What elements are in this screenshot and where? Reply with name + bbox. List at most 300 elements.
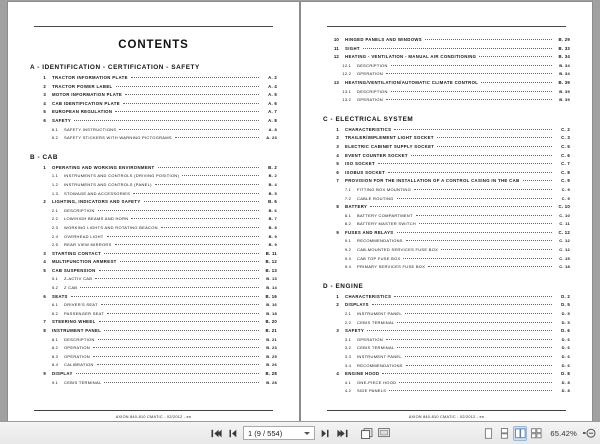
toc-entry-number: 8.2 [51, 345, 58, 351]
toc-leader-dots [115, 244, 259, 245]
toc-entry-label: BATTERY [345, 204, 368, 210]
page-number-value: 1 (9 / 554) [248, 428, 283, 438]
toc-leader-dots [394, 129, 552, 130]
toc-entry-page: B. 6 [268, 207, 277, 213]
toc-leader-dots [386, 339, 552, 340]
toc-leader-dots [93, 347, 259, 348]
toc-leader-dots [378, 163, 552, 164]
toc-entry-label: BATTERY COMPARTMENT [357, 212, 413, 218]
toc-entry-label: OPERATING AND WORKING ENVIRONMENT [52, 164, 155, 170]
toc-leader-dots [386, 99, 552, 100]
toc-entry-page: C. 9 [561, 186, 570, 192]
toc-entry-page: A. 5 [268, 92, 277, 98]
two-page-view-icon[interactable] [513, 426, 527, 441]
toc-entry[interactable] [30, 381, 277, 390]
toc-leader-dots [175, 137, 259, 138]
toc-entry-number: 2 [336, 302, 339, 308]
toc-entry-number: 12.1 [342, 62, 351, 68]
toc-section-heading: C - ELECTRICAL SYSTEM [323, 115, 414, 123]
toc-entry-number: 2.1 [344, 311, 351, 317]
toc-entry[interactable] [30, 136, 277, 145]
toc-entry-label: ONE-PIECE HOOD [357, 379, 397, 385]
toc-entry-label: SAFETY STICKERS WITH WARNING PICTOGRAMS [64, 135, 172, 141]
toc-entry-number: 13.2 [342, 97, 351, 103]
toc-entry-page: B. 18 [266, 310, 277, 316]
toc-entry-number: 9.2 [344, 247, 351, 253]
toc-entry-page: C. 3 [561, 135, 570, 141]
document-page-right[interactable] [301, 2, 592, 421]
toc-entry-page: B. 16 [266, 302, 277, 308]
toc-leader-dots [388, 172, 552, 173]
toc-entry-label: CEBIS TERMINAL [64, 379, 102, 385]
toc-entry-number: 12.2 [342, 71, 351, 77]
toc-entry-page: C. 10 [559, 212, 570, 218]
toc-left [30, 64, 277, 389]
toc-entry-page: A. 4 [268, 83, 277, 89]
page-title: CONTENTS [118, 39, 189, 51]
toc-leader-dots [437, 146, 552, 147]
toc-entry-page: C. 5 [561, 143, 570, 149]
toc-leader-dots [428, 266, 552, 267]
toc-entry-page: D. 2 [561, 293, 570, 299]
toc-entry-label: HINGED PANELS AND WINDOWS [345, 37, 423, 42]
toc-entry-number: 4 [43, 100, 46, 106]
toc-leader-dots [76, 373, 259, 374]
toc-leader-dots [98, 210, 259, 211]
toc-section-heading: D - ENGINE [323, 282, 364, 290]
toc-entry-page: B. 9 [268, 233, 277, 239]
toc-entry-label: OPERATION [64, 353, 90, 359]
toc-entry-label: DESCRIPTION [64, 336, 95, 342]
toc-entry-page: B. 9 [268, 242, 277, 248]
toc-entry-page: D. 8 [561, 371, 570, 377]
toc-entry-number: 1 [336, 293, 339, 299]
toc-leader-dots [419, 223, 552, 224]
toc-entry-label: BATTERY MASTER SWITCH [357, 221, 416, 227]
toc-entry-page: C. 6 [561, 152, 570, 158]
toc-entry-number: 4.1 [344, 379, 351, 385]
toc-entry-label: OPERATION [64, 345, 90, 351]
toc-entry-label: TRAILER/IMPLEMENT LIGHT SOCKET [345, 135, 434, 141]
toc-leader-dots [80, 287, 259, 288]
toc-leader-dots [391, 91, 552, 92]
toc-leader-dots [481, 82, 552, 83]
toc-entry-number: 3.1 [344, 336, 351, 342]
chevron-down-icon[interactable] [304, 432, 310, 435]
toc-entry-number: 8.2 [344, 221, 351, 227]
toc-leader-dots [367, 330, 552, 331]
toc-entry-number: 8 [336, 204, 339, 210]
toc-entry-page: D. 8 [561, 388, 570, 394]
toc-entry-page: B. 33 [558, 45, 570, 51]
toc-entry-label: DISPLAY [52, 371, 73, 376]
toc-entry-label: ELECTRIC CABINET SUPPLY SOCKET [345, 143, 435, 149]
toc-leader-dots [116, 86, 259, 87]
toc-entry-page: B. 8 [268, 224, 277, 230]
toc-leader-dots [370, 206, 552, 207]
toc-entry-number: 2.3 [51, 224, 58, 230]
toc-entry-page: C. 2 [561, 126, 570, 132]
last-page-icon[interactable] [335, 426, 349, 441]
toc-entry-number: 1.3 [51, 190, 58, 196]
toc-entry[interactable] [323, 265, 570, 274]
toc-entry-number: 6.2 [51, 310, 58, 316]
toc-entry-label: FUSES AND RELAYS [345, 229, 394, 235]
toc-entry-label: OPERATION [357, 336, 383, 342]
toc-entry-label: HEATING/VENTILATION/AUTOMATIC CLIMATE CONTROL [345, 79, 479, 85]
toc-entry-number: 3 [43, 92, 46, 98]
toc-entry-number: 8.1 [51, 336, 58, 342]
toc-entry-number: 2.5 [51, 242, 58, 248]
toc-entry-page: B. 28 [265, 371, 277, 376]
toc-entry-label: CEBIS TERMINAL [357, 319, 395, 325]
toc-leader-dots [107, 236, 259, 237]
toc-entry-label: INSTRUMENT PANEL [52, 328, 102, 334]
toc-leader-dots [131, 77, 259, 78]
toc-entry-label: MOTOR INFORMATION PLATE [52, 92, 123, 98]
toc-entry-label: STOWAGE AND ACCESSORIES [64, 190, 131, 196]
toc-entry-number: 4 [336, 371, 339, 377]
toc-entry-label: STARTING CONTACT [52, 250, 102, 256]
toc-entry-page: B. 14 [266, 285, 277, 291]
toc-entry-number: 9.4 [344, 264, 351, 270]
toc-entry-page: B. 39 [559, 97, 570, 103]
toc-leader-dots [144, 201, 259, 202]
toc-entry-label: CEBIS TERMINAL [357, 345, 395, 351]
toc-entry-page: B. 34 [558, 54, 570, 60]
fit-page-icon[interactable] [360, 426, 374, 441]
toc-entry-label: PRIMARY SERVICES FUSE BOX [357, 264, 426, 270]
toc-entry-label: TRACTOR POWER LABEL [52, 83, 113, 89]
toc-entry-label: DESCRIPTION [357, 88, 388, 94]
footer-rule [327, 410, 566, 411]
toc-entry-page: B. 29 [558, 37, 570, 42]
toc-entry-label: CABLE ROUTING [357, 195, 394, 201]
toc-leader-dots [372, 304, 552, 305]
next-page-icon[interactable] [318, 426, 332, 441]
toc-leader-dots [406, 240, 552, 241]
toc-leader-dots [425, 39, 552, 40]
toc-entry-label: SIDE PANELS [357, 388, 387, 394]
toc-entry-number: 6.2 [51, 135, 58, 141]
toc-entry[interactable] [323, 38, 570, 47]
toc-entry-number: 7.1 [344, 186, 351, 192]
toc-leader-dots [155, 184, 259, 185]
toc-entry-page: B. 20 [265, 319, 277, 325]
toc-entry-label: DRIVER'S SEAT [64, 302, 98, 308]
toc-entry-page: B. 2 [268, 173, 277, 179]
toc-entry-number: 3.4 [344, 362, 351, 368]
toc-leader-dots [414, 189, 552, 190]
toc-entry-page: B. 7 [268, 216, 277, 222]
toc-leader-dots [158, 167, 260, 168]
toc-leader-dots [119, 129, 259, 130]
toc-leader-dots [131, 218, 259, 219]
toc-entry[interactable] [323, 389, 570, 398]
toc-entry-number: 1.2 [51, 181, 58, 187]
toc-entry-number: 1.1 [51, 173, 58, 179]
toc-leader-dots [104, 253, 259, 254]
toc-entry-page: B. 12 [265, 259, 277, 265]
toc-entry-page: B. 11 [265, 250, 277, 256]
toc-section-heading: A - IDENTIFICATION - CERTIFICATION - SAFETY [30, 64, 200, 71]
toc-entry-number: 12 [333, 54, 339, 60]
toc-entry-number: 9.1 [51, 379, 58, 385]
fit-width-icon[interactable] [377, 426, 391, 441]
toc-entry-number: 2.2 [51, 216, 58, 222]
toc-entry-page: A. 6 [268, 100, 277, 106]
toc-entry-number: 13.1 [342, 88, 351, 94]
toc-entry-label: CAB SUSPENSION [52, 267, 96, 273]
toc-entry-number: 8.3 [51, 353, 58, 359]
toc-entry-label: CHARACTERISTICS [345, 293, 392, 299]
toc-entry-label: MULTIFUNCTION ARMREST [52, 259, 117, 265]
toc-entry-label: LIGHTING, INDICATORS AND SAFETY [52, 199, 141, 205]
toc-entry-label: SAFETY [52, 117, 72, 123]
toc-entry-page: A. 2 [268, 75, 277, 80]
page-number-input[interactable] [243, 426, 315, 440]
toc-entry-page: B. 2 [268, 164, 277, 170]
toc-entry-number: 5.2 [51, 285, 58, 291]
single-page-view-icon[interactable] [481, 426, 495, 441]
toc-entry-page: C. 10 [558, 204, 570, 210]
zoom-out-icon[interactable] [582, 426, 596, 441]
zoom-level-value: 65.42% [550, 428, 577, 438]
toc-leader-dots [125, 94, 259, 95]
toc-entry-page: B. 21 [265, 328, 277, 334]
toc-leader-dots [99, 321, 259, 322]
previous-page-icon[interactable] [226, 426, 240, 441]
toc-entry-page: B. 39 [559, 88, 570, 94]
toc-entry-page: B. 13 [265, 267, 277, 273]
toc-leader-dots [95, 278, 259, 279]
toc-entry-label: SIGHT [345, 45, 360, 51]
toc-leader-dots [115, 111, 259, 112]
toc-leader-dots [397, 322, 552, 323]
toc-entry-page: B. 25 [266, 353, 277, 359]
toc-entry-number: 7.2 [344, 195, 351, 201]
toc-entry-number: 5 [43, 109, 46, 115]
toc-leader-dots [416, 215, 552, 216]
toc-entry-page: B. 16 [265, 293, 277, 299]
toc-entry-label: SAFETY [345, 328, 365, 334]
toc-entry-number: 8.1 [344, 212, 351, 218]
toc-entry-page: B. 21 [266, 336, 277, 342]
toc-entry-label: INSTRUMENT PANEL [357, 354, 402, 359]
toc-leader-dots [391, 65, 552, 66]
page-footer-right [327, 410, 566, 419]
toc-entry-label: INSTRUMENTS AND CONTROLS (PANEL) [64, 181, 152, 187]
toc-entry-label: STEERING WHEEL [52, 319, 96, 325]
toc-entry-label: DESCRIPTION [357, 62, 388, 68]
toc-entry-number: 3.2 [344, 345, 351, 351]
toc-leader-dots [406, 365, 552, 366]
document-page-left[interactable] [8, 2, 299, 421]
toc-entry-label: ISO SOCKET [345, 161, 376, 167]
toc-leader-dots [107, 313, 259, 314]
toc-entry-page: A. 8 [268, 117, 277, 123]
toc-entry-page: B. 4 [268, 181, 277, 187]
toc-entry-label: SAFETY INSTRUCTIONS [64, 126, 117, 132]
toc-entry-page: D. 8 [561, 379, 570, 385]
toc-entry-page: C. 7 [561, 161, 570, 167]
toc-entry-page: B. 6 [268, 199, 277, 205]
page-footer-left [34, 410, 273, 419]
toc-entry-label: Z-ACTIV CAB [64, 276, 93, 282]
toc-leader-dots [104, 382, 259, 383]
toc-leader-dots [133, 193, 259, 194]
toc-entry-page: C. 12 [558, 229, 570, 235]
toc-entry-label: OPERATION [357, 71, 383, 77]
toc-entry-label: HEATING - VENTILATION - MANUAL AIR CONDITIONING [345, 54, 477, 60]
toc-entry-number: 6 [43, 293, 46, 299]
toc-entry[interactable] [323, 98, 570, 107]
toc-leader-dots [382, 373, 552, 374]
toc-entry-number: 9 [43, 371, 46, 376]
toc-entry-page: B. 5 [268, 190, 277, 196]
toc-entry-label: CAB TOP FUSE BOX [357, 255, 401, 261]
toc-entry-page: C. 12 [559, 247, 570, 253]
footer-text: AXION 840-810 CMATIC - 02/2012 - en [115, 415, 192, 419]
toc-section-heading: B - CAB [30, 153, 58, 161]
toc-leader-dots [104, 330, 259, 331]
toc-entry-label: Z CAB [64, 285, 78, 291]
toc-entry-label: EVENT COUNTER SOCKET [345, 152, 408, 158]
toc-entry-label: OPERATION [357, 97, 383, 103]
toc-entry-page: C. 8 [561, 169, 570, 175]
toc-entry-page: C. 11 [559, 221, 570, 227]
toc-leader-dots [479, 56, 552, 57]
toc-entry-number: 10 [333, 37, 339, 42]
toc-leader-dots [99, 270, 259, 271]
toc-entry-page: D. 5 [561, 319, 570, 325]
toc-entry-number: 1 [43, 164, 46, 170]
toc-entry-label: CHARACTERISTICS [345, 126, 392, 132]
toc-entry-label: EUROPEAN REGULATION [52, 109, 113, 115]
toc-leader-dots [71, 296, 259, 297]
toc-entry-page: C. 12 [559, 238, 570, 244]
toc-entry-label: PASSENGER SEAT [64, 310, 105, 316]
toc-entry-number: 2 [43, 83, 46, 89]
toc-entry-page: D. 5 [561, 302, 570, 308]
toc-entry-page: C. 9 [561, 178, 570, 184]
toc-leader-dots [397, 232, 553, 233]
viewer-toolbar [0, 421, 600, 444]
toc-entry-number: 6.1 [51, 302, 58, 308]
toc-entry-page: B. 13 [266, 276, 277, 282]
toc-entry-label: SEATS [52, 293, 68, 299]
toc-entry-page: C. 18 [559, 264, 570, 270]
toc-leader-dots [403, 258, 552, 259]
toc-leader-dots [101, 304, 259, 305]
toc-entry-number: 11 [334, 45, 339, 51]
toc-entry-page: A. 23 [266, 135, 277, 141]
toc-entry-label: FITTING BOX MOUNTING [357, 186, 411, 192]
toc-entry-label: REAR VIEW MIRRORS [64, 242, 112, 248]
two-page-scrolling-view-icon[interactable] [529, 426, 543, 441]
toc-entry-number: 9 [336, 229, 339, 235]
toc-leader-dots [363, 48, 552, 49]
toc-entry-page: B. 28 [266, 379, 277, 385]
continuous-view-icon[interactable] [497, 426, 511, 441]
toc-entry-number: 6.1 [51, 126, 58, 132]
footer-text: AXION 840-810 CMATIC - 02/2012 - en [408, 415, 485, 419]
toc-entry-number: 2.4 [51, 233, 58, 239]
toc-entry-page: D. 6 [561, 345, 570, 351]
toc-entry-page: D. 6 [561, 354, 570, 359]
toc-leader-dots [97, 364, 259, 365]
toc-entry-number: 3 [336, 143, 339, 149]
toc-leader-dots [399, 382, 552, 383]
toc-entry-number: 8.4 [51, 362, 58, 368]
toc-leader-dots [161, 227, 259, 228]
toc-entry-label: CAB-MOUNTED SERVICES FUSE BOX [357, 247, 439, 253]
toc-leader-dots [123, 103, 259, 104]
toc-entry-number: 4 [336, 152, 339, 158]
toc-entry-number: 2.1 [51, 207, 58, 213]
toc-entry-number: 6 [43, 117, 46, 123]
toc-entry-number: 1 [43, 75, 46, 80]
toc-leader-dots [394, 296, 552, 297]
toc-entry-label: RECOMMENDATIONS [357, 362, 403, 368]
toc-entry-number: 6 [336, 169, 339, 175]
toc-entry-number: 9.1 [344, 238, 351, 244]
first-page-icon[interactable] [209, 426, 223, 441]
toc-entry-number: 5.1 [51, 276, 58, 282]
toc-entry-label: DESCRIPTION [64, 207, 95, 213]
toc-leader-dots [98, 339, 259, 340]
toc-entry-number: 3.3 [344, 354, 351, 359]
toc-entry-page: C. 9 [561, 195, 570, 201]
toc-entry-page: B. 34 [559, 71, 570, 77]
toc-leader-dots [386, 73, 552, 74]
toc-entry-page: B. 34 [559, 62, 570, 68]
toc-entry-label: CALIBRATION [64, 362, 94, 368]
toc-entry-page: D. 5 [561, 311, 570, 317]
toc-entry-page: D. 6 [561, 328, 570, 334]
toc-entry-page: D. 6 [561, 362, 570, 368]
toc-entry-label: ISOBUS SOCKET [345, 169, 386, 175]
toc-entry-number: 7 [43, 319, 46, 325]
toc-leader-dots [405, 313, 552, 314]
toc-entry-number: 2 [43, 199, 46, 205]
toc-entry-label: TRACTOR INFORMATION PLATE [52, 75, 128, 80]
toc-entry-page: B. 39 [558, 79, 570, 85]
toc-leader-dots [397, 198, 552, 199]
toc-leader-dots [182, 175, 259, 176]
toc-entry-number: 4.2 [344, 388, 351, 394]
toc-entry-number: 8 [43, 328, 46, 334]
toc-leader-dots [523, 180, 552, 181]
toc-leader-dots [437, 137, 552, 138]
toc-entry-label: OVERHEAD LIGHT [64, 233, 104, 239]
toc-entry-number: 4 [43, 259, 46, 265]
toc-leader-dots [405, 356, 552, 357]
toc-entry-label: RECOMMENDATIONS [357, 238, 403, 244]
toc-leader-dots [120, 261, 259, 262]
toc-leader-dots [397, 347, 552, 348]
toc-entry-page: B. 26 [266, 362, 277, 368]
toc-entry-label: LOW/HIGH BEAMS AND HORN [64, 216, 129, 222]
view-mode-group [481, 426, 596, 441]
toc-leader-dots [74, 120, 259, 121]
toc-leader-dots [411, 155, 552, 156]
toc-entry-number: 3 [43, 250, 46, 256]
toc-entry-label: INSTRUMENTS AND CONTROLS (DRIVING POSITION) [64, 173, 180, 179]
toc-entry-label: WORKING LIGHTS AND ROTATING BEACON [64, 224, 158, 230]
toc-entry-number: 5 [43, 267, 46, 273]
toc-entry-label: DISPLAYS [345, 302, 369, 308]
